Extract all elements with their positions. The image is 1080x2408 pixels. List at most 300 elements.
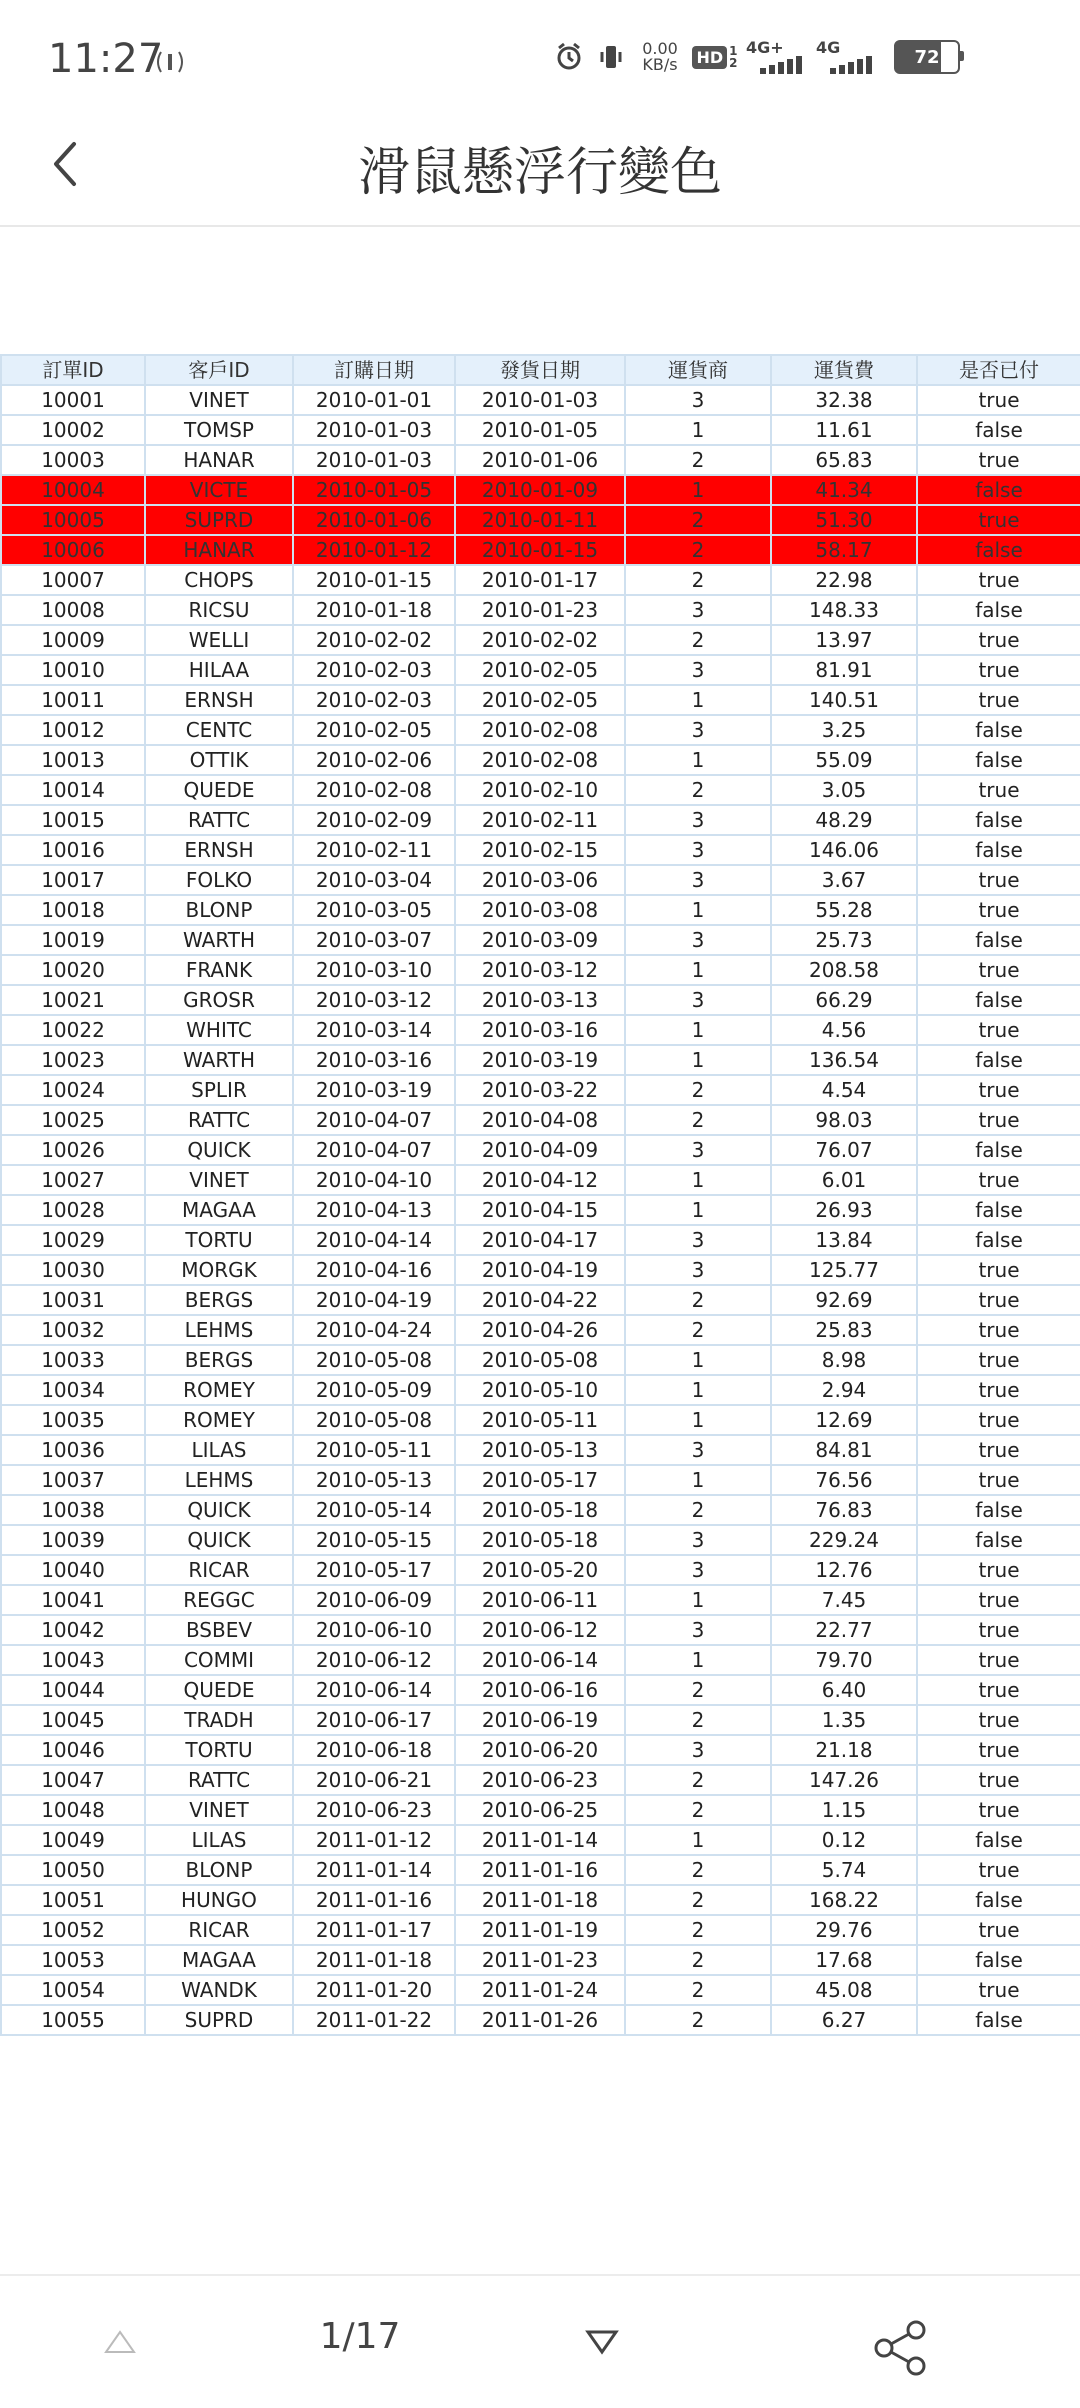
table-cell: 2010-01-03: [293, 445, 455, 475]
table-cell: 10018: [1, 895, 145, 925]
table-row[interactable]: [1, 1375, 1080, 1405]
triangle-down-icon: [584, 2328, 620, 2360]
table-cell: true: [917, 1075, 1080, 1105]
table-cell: false: [917, 1135, 1080, 1165]
table-cell: BLONP: [145, 895, 293, 925]
table-cell: false: [917, 535, 1080, 565]
column-header: 發貨日期: [455, 355, 625, 385]
table-cell: 2010-05-20: [455, 1555, 625, 1585]
table-cell: 10011: [1, 685, 145, 715]
table-cell: 2010-03-12: [455, 955, 625, 985]
table-cell: 2010-05-18: [455, 1525, 625, 1555]
table-cell: 81.91: [771, 655, 917, 685]
table-cell: 1: [625, 1165, 771, 1195]
table-cell: false: [917, 1945, 1080, 1975]
table-row[interactable]: [1, 1495, 1080, 1525]
status-time: 11:27: [48, 36, 164, 82]
table-cell: 2010-06-11: [455, 1585, 625, 1615]
table-cell: 3: [625, 1435, 771, 1465]
table-cell: 2010-06-09: [293, 1585, 455, 1615]
table-cell: 3: [625, 715, 771, 745]
table-cell: 10023: [1, 1045, 145, 1075]
table-cell: 10046: [1, 1735, 145, 1765]
table-row[interactable]: [1, 1465, 1080, 1495]
table-cell: LILAS: [145, 1825, 293, 1855]
table-cell: 10002: [1, 415, 145, 445]
table-cell: 10052: [1, 1915, 145, 1945]
table-row[interactable]: [1, 985, 1080, 1015]
table-row[interactable]: [1, 1255, 1080, 1285]
table-row[interactable]: [1, 655, 1080, 685]
column-header: 運貨費: [771, 355, 917, 385]
table-cell: 2010-06-23: [455, 1765, 625, 1795]
table-cell: HANAR: [145, 535, 293, 565]
table-cell: true: [917, 1105, 1080, 1135]
table-cell: 3: [625, 1735, 771, 1765]
table-row[interactable]: [1, 1555, 1080, 1585]
table-row[interactable]: [1, 2005, 1080, 2035]
table-cell: 26.93: [771, 1195, 917, 1225]
table-cell: 1: [625, 1195, 771, 1225]
table-cell: 2010-05-10: [455, 1375, 625, 1405]
table-cell: 10005: [1, 505, 145, 535]
table-cell: 3.25: [771, 715, 917, 745]
table-cell: true: [917, 685, 1080, 715]
table-row[interactable]: [1, 1045, 1080, 1075]
table-cell: 2: [625, 1855, 771, 1885]
table-row[interactable]: [1, 415, 1080, 445]
table-cell: 2010-06-21: [293, 1765, 455, 1795]
table-row[interactable]: [1, 505, 1080, 535]
table-cell: 147.26: [771, 1765, 917, 1795]
table-cell: QUICK: [145, 1495, 293, 1525]
table-cell: 2010-03-10: [293, 955, 455, 985]
table-cell: false: [917, 1195, 1080, 1225]
table-cell: 2010-01-17: [455, 565, 625, 595]
table-cell: 10003: [1, 445, 145, 475]
table-cell: false: [917, 985, 1080, 1015]
triangle-up-icon: [102, 2328, 138, 2360]
table-cell: 3: [625, 385, 771, 415]
table-row[interactable]: [1, 775, 1080, 805]
table-cell: 10053: [1, 1945, 145, 1975]
table-body: [1, 385, 1080, 2035]
table-cell: 2011-01-20: [293, 1975, 455, 2005]
table-cell: 76.56: [771, 1465, 917, 1495]
table-cell: 10050: [1, 1855, 145, 1885]
table-cell: SPLIR: [145, 1075, 293, 1105]
table-cell: 2010-04-22: [455, 1285, 625, 1315]
table-cell: true: [917, 1585, 1080, 1615]
table-cell: 2010-05-08: [293, 1405, 455, 1435]
table-row[interactable]: [1, 1675, 1080, 1705]
table-cell: false: [917, 1225, 1080, 1255]
column-header: 是否已付: [917, 355, 1080, 385]
table-cell: 10054: [1, 1975, 145, 2005]
table-row[interactable]: [1, 625, 1080, 655]
table-cell: 2010-04-24: [293, 1315, 455, 1345]
table-cell: WARTH: [145, 1045, 293, 1075]
table-row[interactable]: [1, 1735, 1080, 1765]
table-row[interactable]: [1, 595, 1080, 625]
table-cell: false: [917, 1045, 1080, 1075]
table-row[interactable]: [1, 1825, 1080, 1855]
table-cell: WANDK: [145, 1975, 293, 2005]
table-cell: 92.69: [771, 1285, 917, 1315]
table-row[interactable]: [1, 1285, 1080, 1315]
table-row[interactable]: [1, 1765, 1080, 1795]
table-row[interactable]: [1, 1165, 1080, 1195]
table-cell: MORGK: [145, 1255, 293, 1285]
table-cell: 2010-02-08: [455, 715, 625, 745]
table-cell: 12.69: [771, 1405, 917, 1435]
table-cell: 1: [625, 685, 771, 715]
table-cell: 2010-06-17: [293, 1705, 455, 1735]
table-row[interactable]: [1, 1015, 1080, 1045]
table-cell: TOMSP: [145, 415, 293, 445]
table-cell: true: [917, 1255, 1080, 1285]
table-cell: 10037: [1, 1465, 145, 1495]
table-cell: 51.30: [771, 505, 917, 535]
table-cell: 2010-01-23: [455, 595, 625, 625]
table-cell: true: [917, 1165, 1080, 1195]
table-cell: 10042: [1, 1615, 145, 1645]
table-cell: true: [917, 505, 1080, 535]
table-cell: 2010-04-19: [455, 1255, 625, 1285]
table-cell: MAGAA: [145, 1945, 293, 1975]
table-cell: 2010-04-13: [293, 1195, 455, 1225]
table-row[interactable]: [1, 1345, 1080, 1375]
table-cell: 2010-01-03: [455, 385, 625, 415]
table-cell: 10041: [1, 1585, 145, 1615]
table-cell: RICAR: [145, 1915, 293, 1945]
table-cell: 1.35: [771, 1705, 917, 1735]
table-row[interactable]: [1, 1435, 1080, 1465]
table-cell: true: [917, 1315, 1080, 1345]
table-cell: 2010-03-19: [293, 1075, 455, 1105]
table-cell: QUICK: [145, 1135, 293, 1165]
table-cell: 32.38: [771, 385, 917, 415]
table-cell: COMMI: [145, 1645, 293, 1675]
table-cell: 10004: [1, 475, 145, 505]
table-cell: 10033: [1, 1345, 145, 1375]
table-row[interactable]: [1, 1645, 1080, 1675]
table-cell: QUICK: [145, 1525, 293, 1555]
table-cell: HANAR: [145, 445, 293, 475]
table-cell: 2010-06-25: [455, 1795, 625, 1825]
table-row[interactable]: [1, 745, 1080, 775]
table-cell: OTTIK: [145, 745, 293, 775]
table-cell: 2010-04-08: [455, 1105, 625, 1135]
table-cell: 2010-04-16: [293, 1255, 455, 1285]
vibrate-icon: [594, 40, 628, 74]
share-button[interactable]: [868, 2318, 932, 2382]
hd-indicator: HD 1 2: [692, 40, 738, 74]
table-cell: true: [917, 1675, 1080, 1705]
table-cell: 10017: [1, 865, 145, 895]
table-cell: HUNGO: [145, 1885, 293, 1915]
table-cell: 10022: [1, 1015, 145, 1045]
table-cell: 2010-02-11: [293, 835, 455, 865]
table-cell: 10001: [1, 385, 145, 415]
table-cell: ROMEY: [145, 1375, 293, 1405]
table-cell: false: [917, 1825, 1080, 1855]
table-cell: 2010-01-05: [293, 475, 455, 505]
table-row[interactable]: [1, 955, 1080, 985]
table-cell: 3: [625, 1225, 771, 1255]
table-cell: 2: [625, 2005, 771, 2035]
table-cell: 3: [625, 1555, 771, 1585]
table-cell: false: [917, 925, 1080, 955]
table-cell: true: [917, 1615, 1080, 1645]
table-cell: 3: [625, 1615, 771, 1645]
table-cell: true: [917, 1765, 1080, 1795]
table-cell: 10034: [1, 1375, 145, 1405]
table-cell: 140.51: [771, 685, 917, 715]
table-cell: 2: [625, 1945, 771, 1975]
table-row[interactable]: [1, 1705, 1080, 1735]
table-cell: 2010-06-12: [293, 1645, 455, 1675]
table-cell: 10025: [1, 1105, 145, 1135]
table-cell: true: [917, 1975, 1080, 2005]
table-row[interactable]: [1, 1915, 1080, 1945]
table-row[interactable]: [1, 865, 1080, 895]
table-cell: 2010-03-05: [293, 895, 455, 925]
table-row[interactable]: [1, 685, 1080, 715]
table-cell: 55.09: [771, 745, 917, 775]
table-cell: true: [917, 895, 1080, 925]
table-cell: 2011-01-23: [455, 1945, 625, 1975]
table-cell: 10031: [1, 1285, 145, 1315]
table-row[interactable]: [1, 1795, 1080, 1825]
table-cell: 2010-05-11: [455, 1405, 625, 1435]
table-cell: MAGAA: [145, 1195, 293, 1225]
table-row[interactable]: [1, 1315, 1080, 1345]
table-cell: 2: [625, 1915, 771, 1945]
table-cell: 3: [625, 1255, 771, 1285]
table-cell: 2011-01-18: [455, 1885, 625, 1915]
table-cell: REGGC: [145, 1585, 293, 1615]
table-row[interactable]: [1, 1075, 1080, 1105]
table-row[interactable]: [1, 1135, 1080, 1165]
table-cell: 2010-06-20: [455, 1735, 625, 1765]
table-cell: TRADH: [145, 1705, 293, 1735]
table-row[interactable]: [1, 1225, 1080, 1255]
table-cell: 2: [625, 1765, 771, 1795]
table-cell: 10007: [1, 565, 145, 595]
table-row[interactable]: [1, 1195, 1080, 1225]
table-cell: 2.94: [771, 1375, 917, 1405]
table-cell: 2010-02-02: [455, 625, 625, 655]
table-cell: QUEDE: [145, 775, 293, 805]
table-cell: SUPRD: [145, 505, 293, 535]
table-cell: 208.58: [771, 955, 917, 985]
column-header: 訂單ID: [1, 355, 145, 385]
table-cell: 3.67: [771, 865, 917, 895]
table-row[interactable]: [1, 805, 1080, 835]
table-cell: 10019: [1, 925, 145, 955]
battery-percent: 72: [914, 46, 940, 68]
table-cell: true: [917, 865, 1080, 895]
table-cell: true: [917, 1645, 1080, 1675]
table-row[interactable]: [1, 1945, 1080, 1975]
table-cell: 2010-05-11: [293, 1435, 455, 1465]
table-cell: true: [917, 1705, 1080, 1735]
table-wrap: [0, 354, 1080, 2154]
table-cell: 146.06: [771, 835, 917, 865]
table-cell: true: [917, 1555, 1080, 1585]
table-cell: 25.83: [771, 1315, 917, 1345]
table-row[interactable]: [1, 715, 1080, 745]
table-cell: 11.61: [771, 415, 917, 445]
table-row[interactable]: [1, 565, 1080, 595]
table-cell: 2010-06-12: [455, 1615, 625, 1645]
table-cell: true: [917, 1435, 1080, 1465]
table-cell: BERGS: [145, 1345, 293, 1375]
table-cell: RATTC: [145, 805, 293, 835]
table-cell: 2: [625, 445, 771, 475]
table-cell: false: [917, 835, 1080, 865]
table-cell: 2010-02-05: [455, 655, 625, 685]
table-cell: true: [917, 565, 1080, 595]
table-cell: BLONP: [145, 1855, 293, 1885]
table-cell: 2: [625, 1315, 771, 1345]
table-cell: 10030: [1, 1255, 145, 1285]
table-cell: ERNSH: [145, 835, 293, 865]
table-cell: false: [917, 805, 1080, 835]
table-cell: 2010-03-19: [455, 1045, 625, 1075]
table-cell: 1: [625, 1045, 771, 1075]
alarm-icon: [552, 40, 586, 74]
table-cell: 2010-01-06: [455, 445, 625, 475]
table-cell: 10055: [1, 2005, 145, 2035]
table-cell: 2010-03-16: [293, 1045, 455, 1075]
table-cell: true: [917, 625, 1080, 655]
table-cell: 2010-06-19: [455, 1705, 625, 1735]
table-cell: 2010-05-13: [455, 1435, 625, 1465]
table-cell: 2010-02-10: [455, 775, 625, 805]
signal-4g-plus: 4G+: [746, 40, 808, 74]
table-cell: true: [917, 775, 1080, 805]
table-cell: SUPRD: [145, 2005, 293, 2035]
table-cell: 10036: [1, 1435, 145, 1465]
table-row[interactable]: [1, 1855, 1080, 1885]
table-cell: 2010-05-08: [455, 1345, 625, 1375]
table-cell: true: [917, 1405, 1080, 1435]
table-row[interactable]: [1, 1405, 1080, 1435]
nfc-signal-icon: [155, 48, 185, 76]
table-row[interactable]: [1, 1585, 1080, 1615]
table-cell: false: [917, 1525, 1080, 1555]
table-cell: true: [917, 1795, 1080, 1825]
table-cell: 2010-03-12: [293, 985, 455, 1015]
table-cell: true: [917, 1465, 1080, 1495]
table-cell: 2010-03-22: [455, 1075, 625, 1105]
table-cell: FRANK: [145, 955, 293, 985]
table-cell: GROSR: [145, 985, 293, 1015]
table-cell: false: [917, 595, 1080, 625]
table-cell: 5.74: [771, 1855, 917, 1885]
table-cell: 2011-01-19: [455, 1915, 625, 1945]
table-cell: 2010-03-13: [455, 985, 625, 1015]
table-row[interactable]: [1, 475, 1080, 505]
table-cell: 2010-06-23: [293, 1795, 455, 1825]
table-cell: 10012: [1, 715, 145, 745]
table-cell: 2010-05-08: [293, 1345, 455, 1375]
table-cell: 2010-04-19: [293, 1285, 455, 1315]
table-cell: 2010-03-06: [455, 865, 625, 895]
status-right: [552, 40, 960, 74]
table-cell: VINET: [145, 1165, 293, 1195]
table-cell: 1: [625, 1465, 771, 1495]
table-cell: 76.83: [771, 1495, 917, 1525]
table-cell: 2011-01-24: [455, 1975, 625, 2005]
table-cell: 76.07: [771, 1135, 917, 1165]
table-cell: 22.98: [771, 565, 917, 595]
table-row[interactable]: [1, 445, 1080, 475]
table-cell: 2010-04-26: [455, 1315, 625, 1345]
table-cell: 21.18: [771, 1735, 917, 1765]
table-cell: 2010-01-06: [293, 505, 455, 535]
table-cell: 2010-03-04: [293, 865, 455, 895]
table-row[interactable]: [1, 535, 1080, 565]
table-cell: 2011-01-26: [455, 2005, 625, 2035]
table-cell: 4.54: [771, 1075, 917, 1105]
table-cell: 2010-04-07: [293, 1105, 455, 1135]
table-cell: 10006: [1, 535, 145, 565]
table-cell: 10035: [1, 1405, 145, 1435]
table-cell: ERNSH: [145, 685, 293, 715]
table-row[interactable]: [1, 1525, 1080, 1555]
table-cell: 29.76: [771, 1915, 917, 1945]
column-header: 運貨商: [625, 355, 771, 385]
table-cell: 10024: [1, 1075, 145, 1105]
table-cell: HILAA: [145, 655, 293, 685]
table-cell: 0.12: [771, 1825, 917, 1855]
table-cell: LILAS: [145, 1435, 293, 1465]
table-cell: 2: [625, 1705, 771, 1735]
table-cell: WHITC: [145, 1015, 293, 1045]
table-row[interactable]: [1, 1975, 1080, 2005]
table-cell: 10015: [1, 805, 145, 835]
next-page-button[interactable]: [578, 2326, 626, 2362]
table-cell: 168.22: [771, 1885, 917, 1915]
table-cell: 2011-01-17: [293, 1915, 455, 1945]
table-row[interactable]: [1, 895, 1080, 925]
table-cell: 10008: [1, 595, 145, 625]
table-cell: 125.77: [771, 1255, 917, 1285]
table-cell: 2010-02-11: [455, 805, 625, 835]
share-icon: [870, 2318, 930, 2382]
table-cell: 2010-04-12: [455, 1165, 625, 1195]
table-row[interactable]: [1, 925, 1080, 955]
table-cell: 2010-05-18: [455, 1495, 625, 1525]
table-row[interactable]: [1, 1615, 1080, 1645]
table-row[interactable]: [1, 835, 1080, 865]
table-row[interactable]: [1, 385, 1080, 415]
table-cell: 1: [625, 1825, 771, 1855]
table-cell: 2: [625, 505, 771, 535]
prev-page-button[interactable]: [96, 2326, 144, 2362]
table-cell: 10027: [1, 1165, 145, 1195]
table-row[interactable]: [1, 1105, 1080, 1135]
table-cell: 2010-01-03: [293, 415, 455, 445]
table-row[interactable]: [1, 1885, 1080, 1915]
table-cell: 3: [625, 1135, 771, 1165]
table-cell: 2010-05-09: [293, 1375, 455, 1405]
table-cell: 2010-03-14: [293, 1015, 455, 1045]
table-cell: 2: [625, 1495, 771, 1525]
